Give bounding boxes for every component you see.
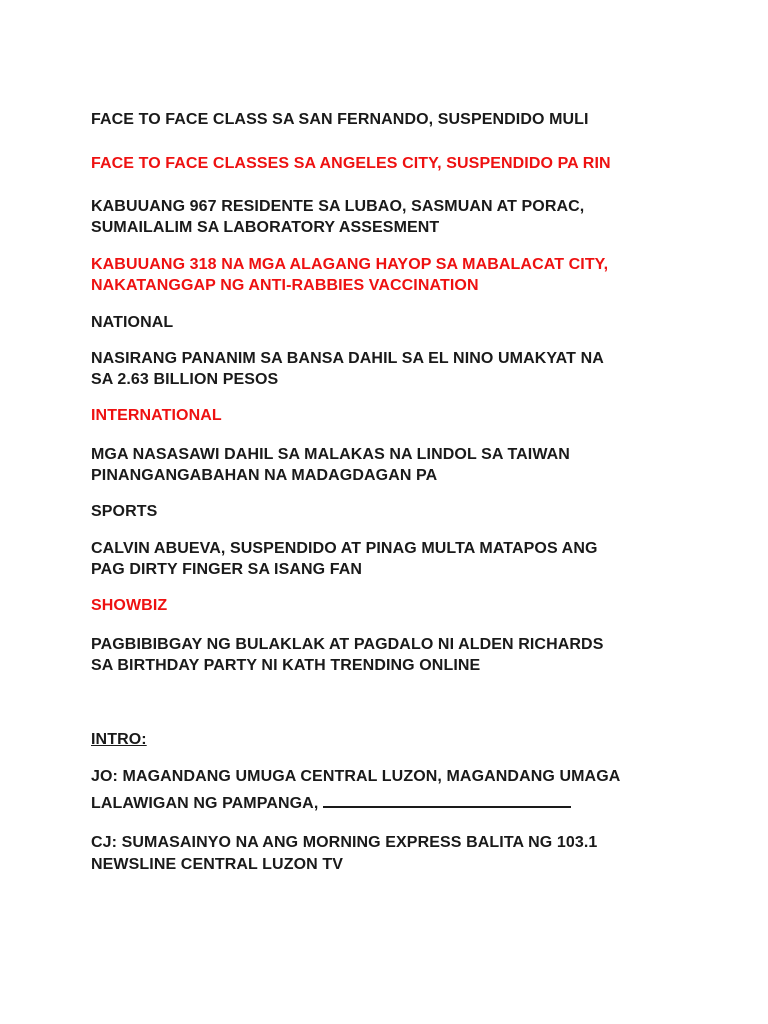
headline-lubao-line-2: SUMAILALIM SA LABORATORY ASSESMENT [91, 219, 440, 236]
headline-alden-line-1: PAGBIBIBGAY NG BULAKLAK AT PAGDALO NI ALDEN RICHARDS [91, 636, 604, 653]
headline-alden-line-2: SA BIRTHDAY PARTY NI KATH TRENDING ONLINE [91, 657, 481, 674]
cj-line-1: CJ: SUMASAINYO NA ANG MORNING EXPRESS BALITA NG 103.1 [91, 834, 598, 851]
headline-abueva-line-1: CALVIN ABUEVA, SUSPENDIDO AT PINAG MULTA MATAPOS ANG [91, 540, 598, 557]
headline-lubao-line-1: KABUUANG 967 RESIDENTE SA LUBAO, SASMUAN AT PORAC, [91, 198, 585, 215]
headline-mabalacat-line-2: NAKATANGGAP NG ANTI-RABBIES VACCINATION [91, 277, 479, 294]
section-international: INTERNATIONAL [91, 407, 222, 424]
headline-el-nino-line-2: SA 2.63 BILLION PESOS [91, 371, 279, 388]
headline-taiwan-line-1: MGA NASASAWI DAHIL SA MALAKAS NA LINDOL SA TAIWAN [91, 446, 570, 463]
headline-mabalacat-line-1: KABUUANG 318 NA MGA ALAGANG HAYOP SA MABALACAT CITY, [91, 256, 609, 273]
jo-line-1: JO: MAGANDANG UMUGA CENTRAL LUZON, MAGANDANG UMAGA [91, 768, 621, 785]
headline-el-nino-line-1: NASIRANG PANANIM SA BANSA DAHIL SA EL NINO UMAKYAT NA [91, 350, 604, 367]
section-sports: SPORTS [91, 503, 158, 520]
section-national: NATIONAL [91, 314, 174, 331]
cj-line-2: NEWSLINE CENTRAL LUZON TV [91, 856, 343, 873]
headline-abueva-line-2: PAG DIRTY FINGER SA ISANG FAN [91, 561, 363, 578]
fill-in-blank [323, 792, 571, 808]
jo-line-2 [91, 792, 571, 814]
intro-heading: INTRO: [91, 731, 147, 748]
headline-angeles-city: FACE TO FACE CLASSES SA ANGELES CITY, SUSPENDIDO PA RIN [91, 155, 611, 172]
headline-san-fernando: FACE TO FACE CLASS SA SAN FERNANDO, SUSPENDIDO MULI [91, 111, 589, 128]
headline-taiwan-line-2: PINANGANGABAHAN NA MADAGDAGAN PA [91, 467, 438, 484]
section-showbiz: SHOWBIZ [91, 597, 168, 614]
jo-line-2-text: LALAWIGAN NG PAMPANGA, [91, 795, 319, 812]
